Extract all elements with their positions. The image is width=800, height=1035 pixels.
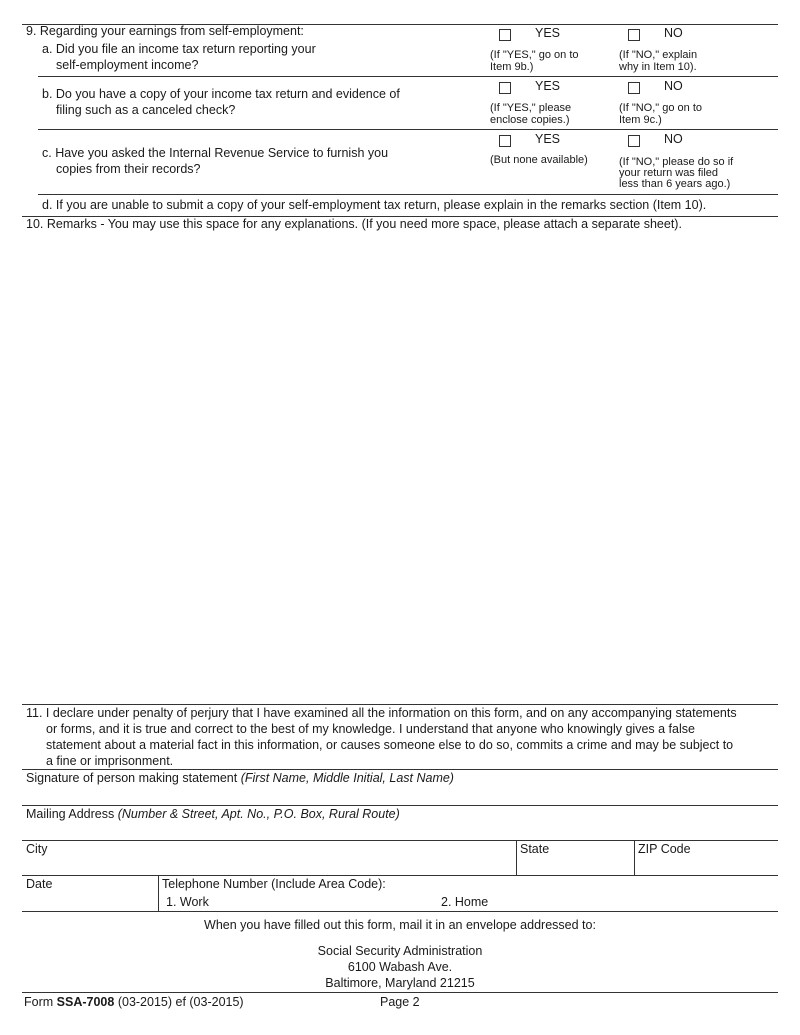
q9c-yes-label: YES: [535, 132, 561, 146]
q9b-question-line1: b. Do you have a copy of your income tax return and evidence of: [42, 87, 400, 101]
q9b-yes-label: YES: [535, 79, 561, 93]
q9a-no-label: NO: [664, 26, 683, 40]
form-id: SSA-7008: [56, 995, 115, 1009]
rule-phone: [22, 911, 778, 912]
q9d-instruction: d. If you are unable to submit a copy of your self-employment tax return, please explain in the remarks section (Item 10).: [42, 198, 707, 212]
q9a-question-line2: self-employment income?: [56, 58, 199, 72]
q9a-yes-note-line2: Item 9b.): [490, 61, 534, 73]
date-input[interactable]: [24, 893, 156, 909]
work-phone-label: 1. Work: [166, 895, 209, 909]
q9b-yes-note-line2: enclose copies.): [490, 114, 570, 126]
q9c-yes-note: (But none available): [490, 154, 588, 166]
q9c-no-label: NO: [664, 132, 683, 146]
form-prefix: Form: [24, 995, 54, 1009]
mailing-address-label: [26, 807, 400, 822]
rule-signature: [22, 805, 778, 806]
home-phone-label: 2. Home: [441, 895, 489, 909]
q9a-yes-checkbox[interactable]: [499, 29, 511, 41]
zip-input[interactable]: [636, 858, 776, 874]
state-input[interactable]: [518, 858, 632, 874]
telephone-label: Telephone Number (Include Area Code):: [162, 877, 386, 891]
remarks-textarea[interactable]: [24, 236, 776, 700]
zip-label: ZIP Code: [638, 842, 691, 856]
declaration-line3: statement about a material fact in this information, or causes someone else to do so, commits a crime and may be subject to: [46, 738, 734, 752]
state-label: State: [520, 842, 550, 856]
q9c-no-note-line1: (If "NO," please do so if: [619, 156, 734, 168]
q9c-no-checkbox[interactable]: [628, 135, 640, 147]
mailing-address-hint: (Number & Street, Apt. No., P.O. Box, Rural Route): [117, 807, 400, 821]
declaration-line1: 11. I declare under penalty of perjury that I have examined all the information on this form, and on any accompanying statements: [26, 706, 737, 720]
q9c-no-note-line2: your return was filed: [619, 167, 719, 179]
page-number: Page 2: [380, 995, 420, 1009]
q9c-question-line2: copies from their records?: [56, 162, 201, 176]
q9c-no-note-line3: less than 6 years ago.): [619, 178, 731, 190]
q9a-no-checkbox[interactable]: [628, 29, 640, 41]
form-identifier: [24, 995, 244, 1010]
home-phone-input[interactable]: [492, 894, 776, 910]
ssa-address-line2: 6100 Wabash Ave.: [347, 960, 453, 974]
ssa-address-line3: Baltimore, Maryland 21215: [325, 976, 475, 990]
q9b-no-checkbox[interactable]: [628, 82, 640, 94]
q9c-yes-checkbox[interactable]: [499, 135, 511, 147]
q9b-no-label: NO: [664, 79, 683, 93]
signature-label-text: Signature of person making statement: [26, 771, 238, 785]
city-label: City: [26, 842, 48, 856]
signature-label: [26, 771, 454, 786]
mailing-address-input[interactable]: [24, 823, 776, 839]
declaration-line2: or forms, and it is true and correct to the best of my knowledge. I understand that anyone who knowingly gives a false: [46, 722, 695, 736]
q9-heading: 9. Regarding your earnings from self-employment:: [26, 24, 304, 38]
q9a-no-note-line2: why in Item 10).: [619, 61, 697, 73]
work-phone-input[interactable]: [212, 894, 432, 910]
q9b-question-line2: filing such as a canceled check?: [56, 103, 236, 117]
signature-input[interactable]: [24, 787, 776, 803]
q9b-no-note-line1: (If "NO," go on to: [619, 102, 703, 114]
rule-9a: [38, 76, 778, 77]
ssa-address-line1: Social Security Administration: [317, 944, 483, 958]
mailing-instruction: When you have filled out this form, mail it in an envelope addressed to:: [204, 918, 596, 932]
divider-city-state: [516, 840, 517, 875]
q9a-yes-note-line1: (If "YES," go on to: [490, 49, 579, 61]
rule-9c: [38, 194, 778, 195]
q9b-no-note-line2: Item 9c.): [619, 114, 662, 126]
q9c-question-line1: c. Have you asked the Internal Revenue Service to furnish you: [42, 146, 389, 160]
date-label: Date: [26, 877, 53, 891]
rule-bottom: [22, 992, 778, 993]
rule-city: [22, 875, 778, 876]
declaration-line4: a fine or imprisonment.: [46, 754, 174, 768]
q9a-yes-label: YES: [535, 26, 561, 40]
rule-declaration: [22, 769, 778, 770]
rule-address: [22, 840, 778, 841]
form-revision: (03-2015) ef (03-2015): [117, 995, 244, 1009]
remarks-label: 10. Remarks - You may use this space for any explanations. (If you need more space, please attach a separate sheet).: [26, 217, 682, 231]
q9b-yes-checkbox[interactable]: [499, 82, 511, 94]
signature-hint: (First Name, Middle Initial, Last Name): [240, 771, 454, 785]
divider-date-phone: [158, 875, 159, 911]
divider-state-zip: [634, 840, 635, 875]
rule-9b: [38, 129, 778, 130]
q9a-no-note-line1: (If "NO," explain: [619, 49, 698, 61]
city-input[interactable]: [24, 858, 514, 874]
rule-remarks: [22, 704, 778, 705]
q9a-question-line1: a. Did you file an income tax return reporting your: [42, 42, 316, 56]
q9b-yes-note-line1: (If "YES," please: [490, 102, 572, 114]
mailing-address-label-text: Mailing Address: [26, 807, 115, 821]
